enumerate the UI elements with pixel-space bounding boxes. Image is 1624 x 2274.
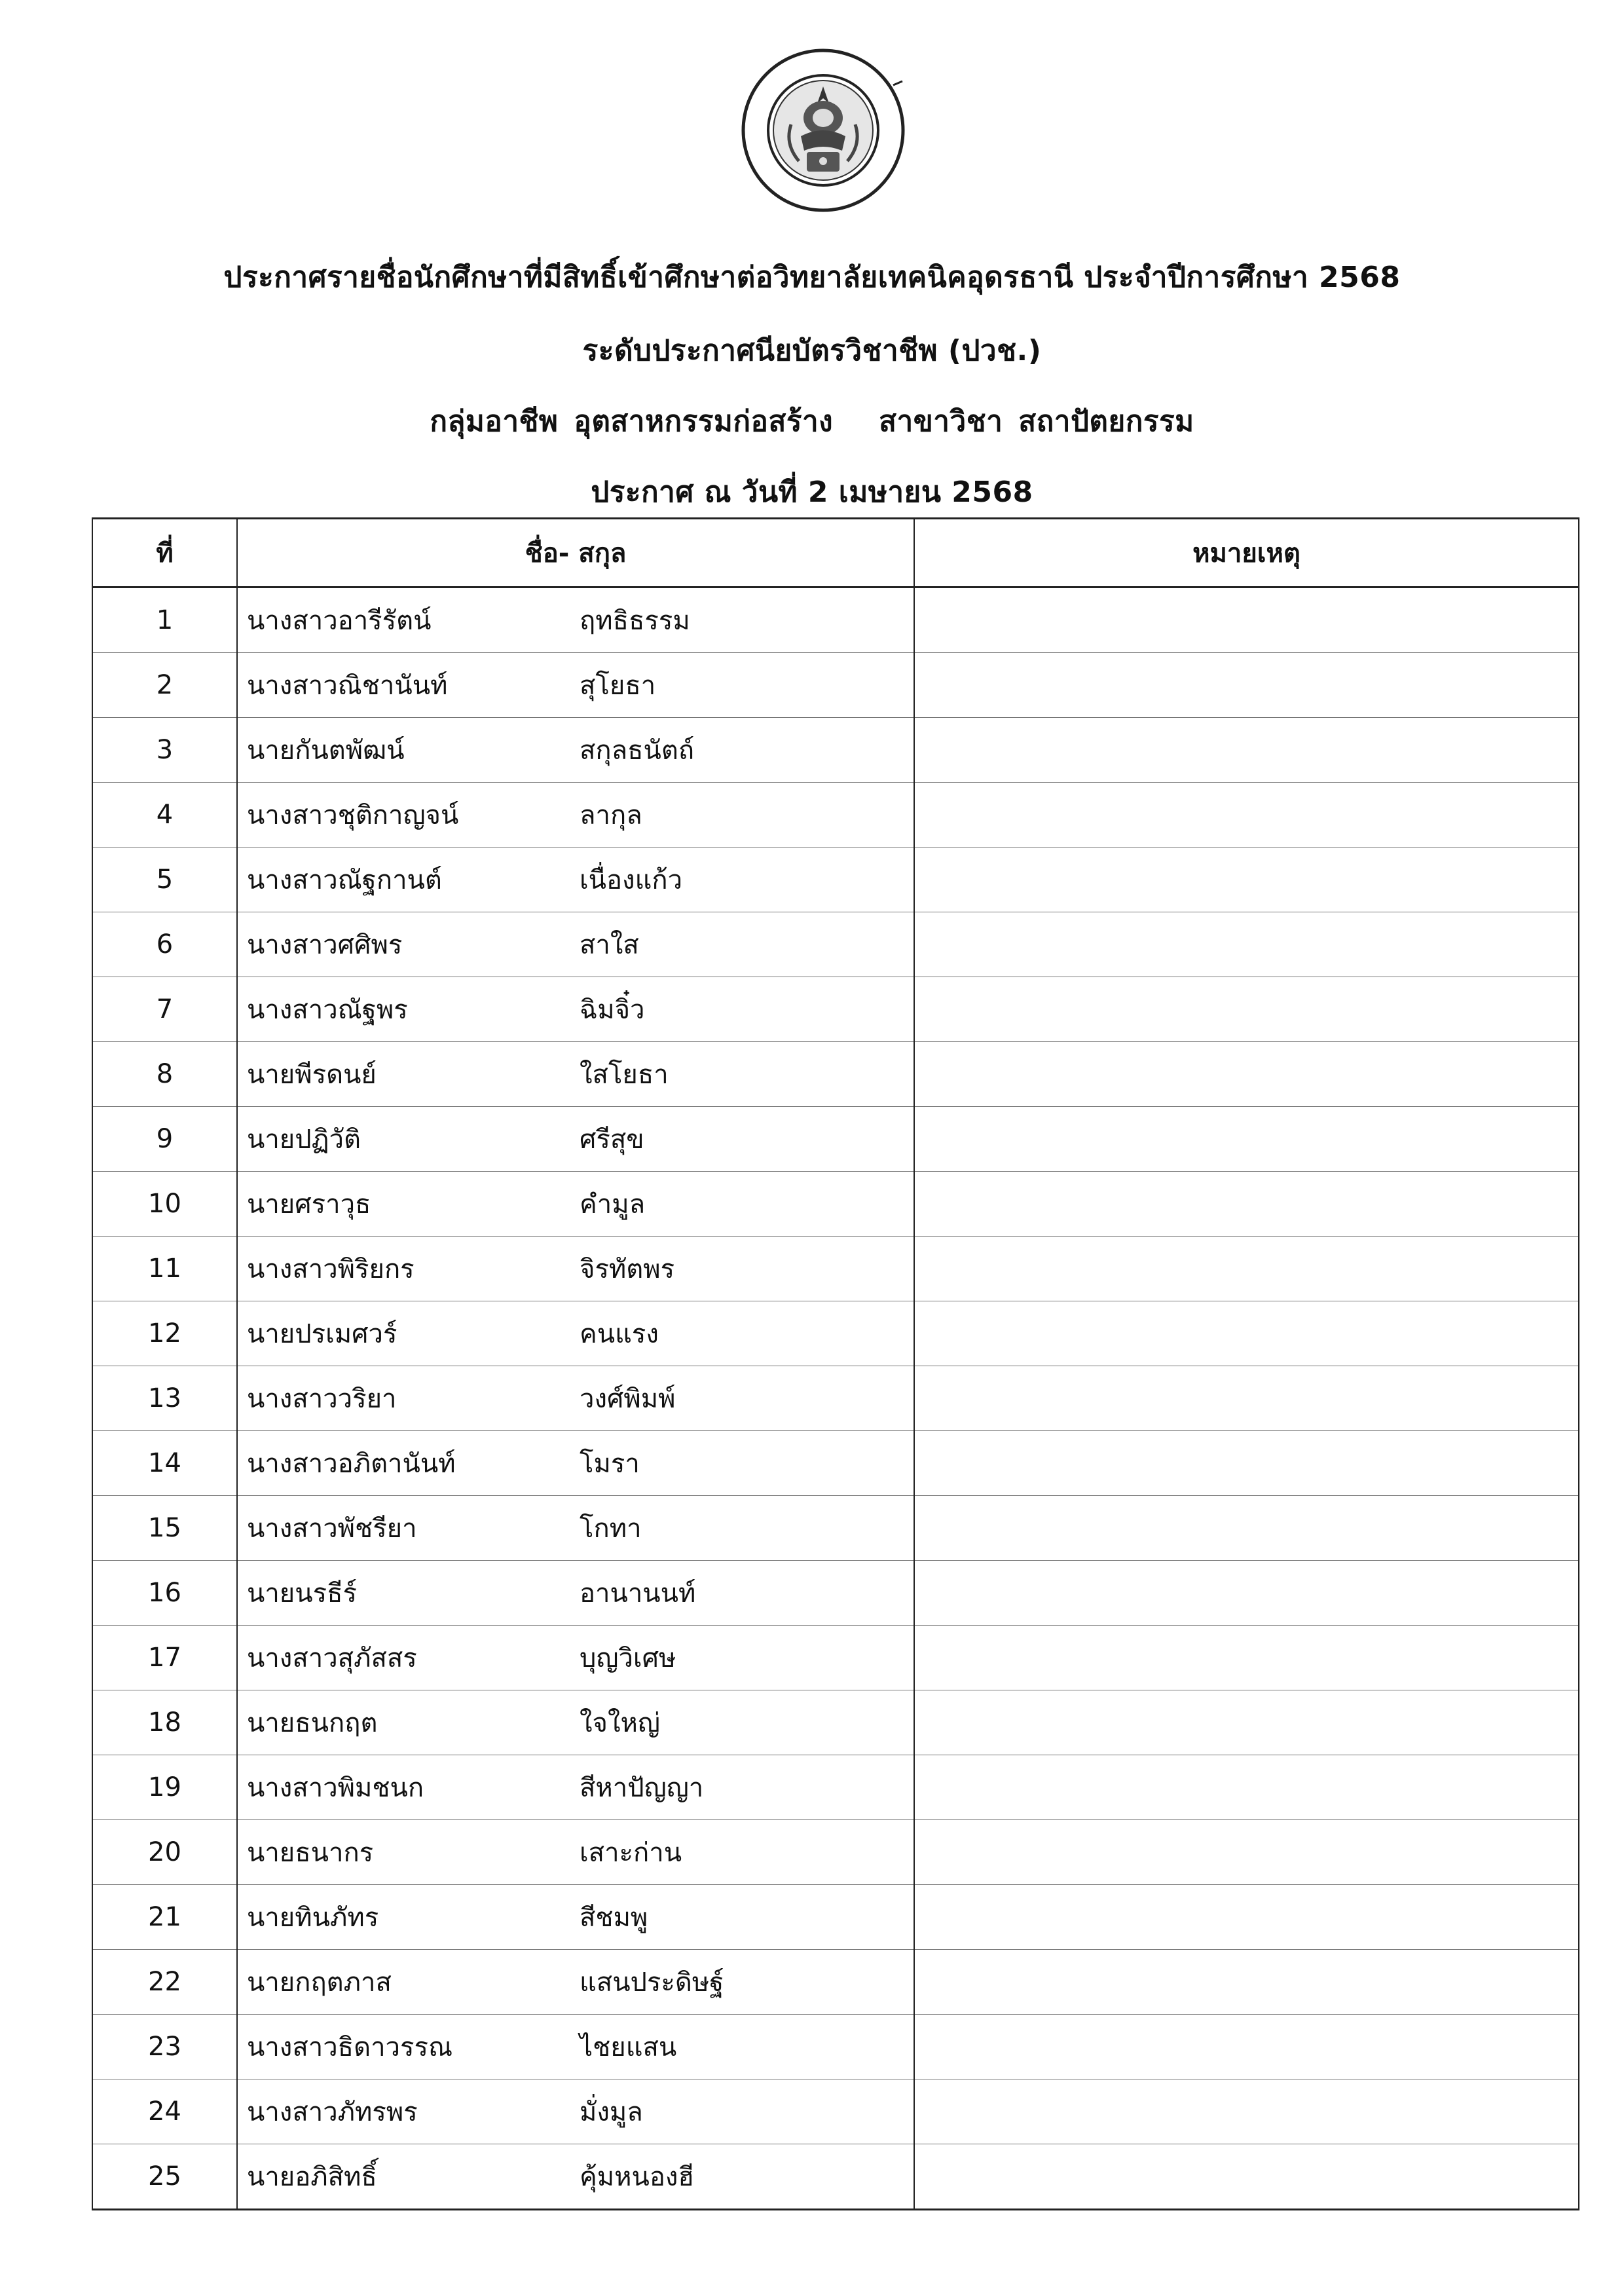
row-number: 13 (92, 1366, 237, 1431)
student-name-cell (237, 1496, 914, 1561)
table-row (92, 2015, 1579, 2079)
row-number: 6 (92, 912, 237, 977)
table-row (92, 718, 1579, 783)
remark-cell (914, 1755, 1579, 1820)
table-row (92, 848, 1579, 912)
student-name-cell (237, 1237, 914, 1301)
row-number: 2 (92, 653, 237, 718)
student-name-cell (237, 1172, 914, 1237)
table-row (92, 1626, 1579, 1690)
remark-cell (914, 1431, 1579, 1496)
remark-cell (914, 2079, 1579, 2144)
student-last-name: มั่งมูล (580, 2097, 643, 2127)
student-name-cell (237, 2015, 914, 2079)
student-first-name: นายพีรดนย์ (247, 1060, 377, 1090)
table-row (92, 1561, 1579, 1626)
remark-cell (914, 2144, 1579, 2210)
table-row (92, 1237, 1579, 1301)
row-number: 23 (92, 2015, 237, 2079)
table-row (92, 1496, 1579, 1561)
college-seal-icon (739, 46, 908, 215)
row-number: 20 (92, 1820, 237, 1885)
remark-cell (914, 587, 1579, 653)
student-first-name: นายธนกฤต (247, 1708, 378, 1738)
student-name-cell (237, 2144, 914, 2210)
table-row (92, 1755, 1579, 1820)
education-level: ระดับประกาศนียบัตรวิชาชีพ (ปวช.) (582, 334, 1042, 367)
header-number: ที่ (92, 519, 237, 587)
row-number: 14 (92, 1431, 237, 1496)
table-row (92, 1690, 1579, 1755)
remark-cell (914, 1690, 1579, 1755)
remark-cell (914, 848, 1579, 912)
table-row (92, 2144, 1579, 2210)
remark-cell (914, 2015, 1579, 2079)
student-last-name: สีหาปัญญา (580, 1773, 704, 1803)
student-last-name: ใจใหญ่ (580, 1708, 660, 1738)
row-number: 15 (92, 1496, 237, 1561)
table-row (92, 1042, 1579, 1107)
table-row (92, 1107, 1579, 1172)
remark-cell (914, 1107, 1579, 1172)
student-name-cell (237, 1626, 914, 1690)
row-number: 3 (92, 718, 237, 783)
student-name-cell (237, 1042, 914, 1107)
student-last-name: โมรา (580, 1449, 640, 1479)
student-name-cell (237, 848, 914, 912)
table-row (92, 1950, 1579, 2015)
student-name-cell (237, 1431, 914, 1496)
remark-cell (914, 1237, 1579, 1301)
table-row (92, 783, 1579, 848)
major-label: สาขาวิชา (879, 405, 1003, 438)
student-first-name: นายกันตพัฒน์ (247, 736, 405, 766)
student-first-name: นายปฏิวัติ (247, 1125, 361, 1155)
career-group-label: กลุ่มอาชีพ (430, 405, 559, 438)
student-last-name: จิรทัตพร (580, 1254, 675, 1284)
student-first-name: นายนรธีร์ (247, 1578, 357, 1609)
student-last-name: เนื่องแก้ว (580, 865, 683, 895)
row-number: 4 (92, 783, 237, 848)
roster-body (92, 587, 1579, 2210)
remark-cell (914, 1885, 1579, 1950)
remark-cell (914, 1301, 1579, 1366)
remark-cell (914, 783, 1579, 848)
row-number: 17 (92, 1626, 237, 1690)
table-row (92, 2079, 1579, 2144)
student-first-name: นางสาวศศิพร (247, 930, 403, 960)
major-value: สถาปัตยกรรม (1018, 405, 1194, 438)
student-first-name: นางสาวณัฐกานต์ (247, 865, 442, 895)
student-last-name: ไชยแสน (580, 2032, 677, 2062)
student-last-name: เสาะก่าน (580, 1838, 682, 1868)
student-first-name: นางสาวณิชานันท์ (247, 671, 448, 701)
student-first-name: นางสาวภัทรพร (247, 2097, 418, 2127)
student-first-name: นางสาวพิริยกร (247, 1254, 415, 1284)
table-row (92, 653, 1579, 718)
student-name-cell (237, 1950, 914, 2015)
remark-cell (914, 1626, 1579, 1690)
student-name-cell (237, 653, 914, 718)
student-name-cell (237, 1107, 914, 1172)
student-first-name: นางสาวอารีรัตน์ (247, 606, 432, 636)
remark-cell (914, 1172, 1579, 1237)
student-first-name: นายศราวุธ (247, 1189, 371, 1220)
row-number: 12 (92, 1301, 237, 1366)
student-last-name: คนแรง (580, 1319, 659, 1349)
student-name-cell (237, 1301, 914, 1366)
remark-cell (914, 653, 1579, 718)
student-name-cell (237, 1561, 914, 1626)
announcement-date: ประกาศ ณ วันที่ 2 เมษายน 2568 (591, 475, 1033, 509)
student-roster-table (92, 517, 1579, 2210)
remark-cell (914, 1496, 1579, 1561)
row-number: 18 (92, 1690, 237, 1755)
student-last-name: อานานนท์ (580, 1578, 696, 1609)
student-first-name: นายทินภัทร (247, 1903, 379, 1933)
student-name-cell (237, 1755, 914, 1820)
student-last-name: ลากุล (580, 800, 642, 830)
college-seal-logo (739, 46, 908, 215)
student-last-name: แสนประดิษฐ์ (580, 1967, 724, 1998)
program-line (0, 398, 1624, 444)
table-row (92, 977, 1579, 1042)
table-row (92, 1366, 1579, 1431)
row-number: 8 (92, 1042, 237, 1107)
remark-cell (914, 718, 1579, 783)
student-last-name: สุโยธา (580, 671, 656, 701)
student-name-cell (237, 1820, 914, 1885)
student-last-name: ฤทธิธรรม (580, 606, 690, 636)
table-row (92, 1172, 1579, 1237)
student-first-name: นายปรเมศวร์ (247, 1319, 397, 1349)
row-number: 11 (92, 1237, 237, 1301)
student-first-name: นางสาวอภิตานันท์ (247, 1449, 456, 1479)
student-name-cell (237, 1690, 914, 1755)
table-row (92, 1431, 1579, 1496)
student-first-name: นางสาวชุติกาญจน์ (247, 800, 459, 830)
student-name-cell (237, 587, 914, 653)
student-last-name: ศรีสุข (580, 1125, 644, 1155)
header-remark: หมายเหตุ (914, 519, 1579, 587)
table-row (92, 1885, 1579, 1950)
student-name-cell (237, 718, 914, 783)
student-first-name: นางสาวพิมชนก (247, 1773, 424, 1803)
student-last-name: ฉิมจิ๋ว (580, 995, 645, 1025)
career-group-value: อุตสาหกรรมก่อสร้าง (574, 405, 834, 438)
header-name: ชื่อ- สกุล (237, 519, 914, 587)
student-name-cell (237, 1366, 914, 1431)
student-last-name: สกุลธนัตถ์ (580, 736, 695, 766)
student-first-name: นายอภิสิทธิ์ (247, 2162, 377, 2192)
row-number: 25 (92, 2144, 237, 2210)
student-name-cell (237, 977, 914, 1042)
student-last-name: โกทา (580, 1514, 642, 1544)
row-number: 9 (92, 1107, 237, 1172)
student-first-name: นางสาวณัฐพร (247, 995, 408, 1025)
table-row (92, 1820, 1579, 1885)
row-number: 24 (92, 2079, 237, 2144)
row-number: 7 (92, 977, 237, 1042)
student-name-cell (237, 2079, 914, 2144)
student-name-cell (237, 912, 914, 977)
student-first-name: นางสาววริยา (247, 1384, 397, 1414)
student-last-name: สาใส (580, 930, 639, 960)
student-first-name: นางสาวสุภัสสร (247, 1643, 417, 1673)
remark-cell (914, 1042, 1579, 1107)
table-row (92, 587, 1579, 653)
student-last-name: คำมูล (580, 1189, 646, 1220)
student-last-name: คุ้มหนองฮี (580, 2162, 694, 2192)
student-last-name: ใสโยธา (580, 1060, 669, 1090)
student-first-name: นางสาวธิดาวรรณ (247, 2032, 453, 2062)
remark-cell (914, 1950, 1579, 2015)
row-number: 5 (92, 848, 237, 912)
student-first-name: นายธนากร (247, 1838, 374, 1868)
student-last-name: บุญวิเศษ (580, 1643, 676, 1673)
row-number: 19 (92, 1755, 237, 1820)
student-first-name: นายกฤตภาส (247, 1967, 392, 1998)
student-last-name: สีชมพู (580, 1903, 648, 1933)
remark-cell (914, 1820, 1579, 1885)
table-row (92, 1301, 1579, 1366)
remark-cell (914, 977, 1579, 1042)
student-last-name: วงศ์พิมพ์ (580, 1384, 676, 1414)
announcement-title: ประกาศรายชื่อนักศึกษาที่มีสิทธิ์เข้าศึกษาต่อวิทยาลัยเทคนิคอุดรธานี ประจำปีการศึกษา 2568 (223, 261, 1401, 294)
student-name-cell (237, 783, 914, 848)
student-first-name: นางสาวพัชรียา (247, 1514, 417, 1544)
student-name-cell (237, 1885, 914, 1950)
remark-cell (914, 1366, 1579, 1431)
remark-cell (914, 912, 1579, 977)
remark-cell (914, 1561, 1579, 1626)
table-row (92, 912, 1579, 977)
row-number: 22 (92, 1950, 237, 2015)
row-number: 1 (92, 587, 237, 653)
row-number: 10 (92, 1172, 237, 1237)
row-number: 21 (92, 1885, 237, 1950)
table-header-row (92, 519, 1579, 587)
row-number: 16 (92, 1561, 237, 1626)
